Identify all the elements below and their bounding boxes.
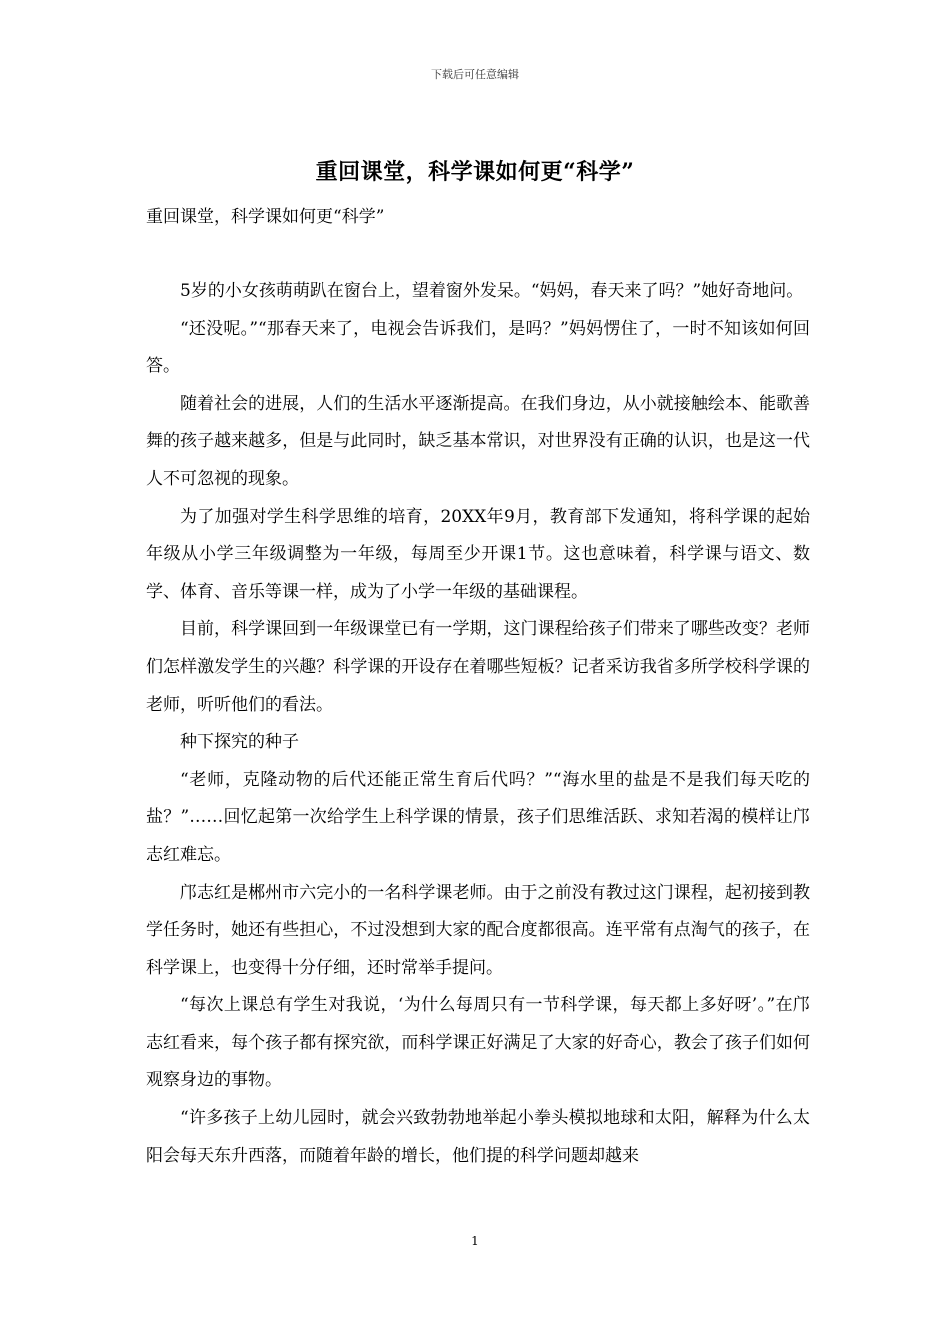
paragraph: “还没呢。”“那春天来了，电视会告诉我们，是吗？”妈妈愣住了，一时不知该如何回答。 [146,318,810,377]
paragraph: 为了加强对学生科学思维的培育，20XX年9月，教育部下发通知，将科学课的起始年级从小学三年级调整为一年级，每周至少开课1节。这也意味着，科学课与语文、数学、体育、音乐等课一样，成为了小学一年级的基础课程。 [146,506,810,602]
document-title: 重回课堂，科学课如何更“科学” [315,159,635,185]
page-header-note: 下载后可任意编辑 [431,68,519,81]
article-body [146,273,810,1175]
paragraph: 邝志红是郴州市六完小的一名科学课老师。由于之前没有教过这门课程，起初接到教学任务时，她还有些担心，不过没想到大家的配合度都很高。连平常有点淘气的孩子，在科学课上，也变得十分仔细，还时常举手提问。 [146,882,810,978]
paragraph: 随着社会的进展，人们的生活水平逐渐提高。在我们身边，从小就接触绘本、能歌善舞的孩子越来越多，但是与此同时，缺乏基本常识，对世界没有正确的认识，也是这一代人不可忽视的现象。 [146,393,810,489]
paragraph: 目前，科学课回到一年级课堂已有一学期，这门课程给孩子们带来了哪些改变？老师们怎样激发学生的兴趣？科学课的开设存在着哪些短板？记者采访我省多所学校科学课的老师，听听他们的看法。 [146,619,810,715]
paragraph: 5岁的小女孩萌萌趴在窗台上，望着窗外发呆。“妈妈，春天来了吗？”她好奇地问。 [180,281,804,301]
paragraph: “老师，克隆动物的后代还能正常生育后代吗？”“海水里的盐是不是我们每天吃的盐？”……回忆起第一次给学生上科学课的情景，孩子们思维活跃、求知若渴的模样让邝志红难忘。 [146,769,810,865]
page-number: 1 [471,1234,479,1248]
section-heading: 种下探究的种子 [180,732,299,753]
document-subtitle: 重回课堂，科学课如何更“科学” [146,207,385,227]
paragraph: “许多孩子上幼儿园时，就会兴致勃勃地举起小拳头模拟地球和太阳，解释为什么太阳会每天东升西落，而随着年龄的增长，他们提的科学问题却越来 [146,1108,810,1166]
paragraph: “每次上课总有学生对我说，‘为什么每周只有一节科学课，每天都上多好呀’。”在邝志红看来，每个孩子都有探究欲，而科学课正好满足了大家的好奇心，教会了孩子们如何观察身边的事物。 [146,995,810,1091]
